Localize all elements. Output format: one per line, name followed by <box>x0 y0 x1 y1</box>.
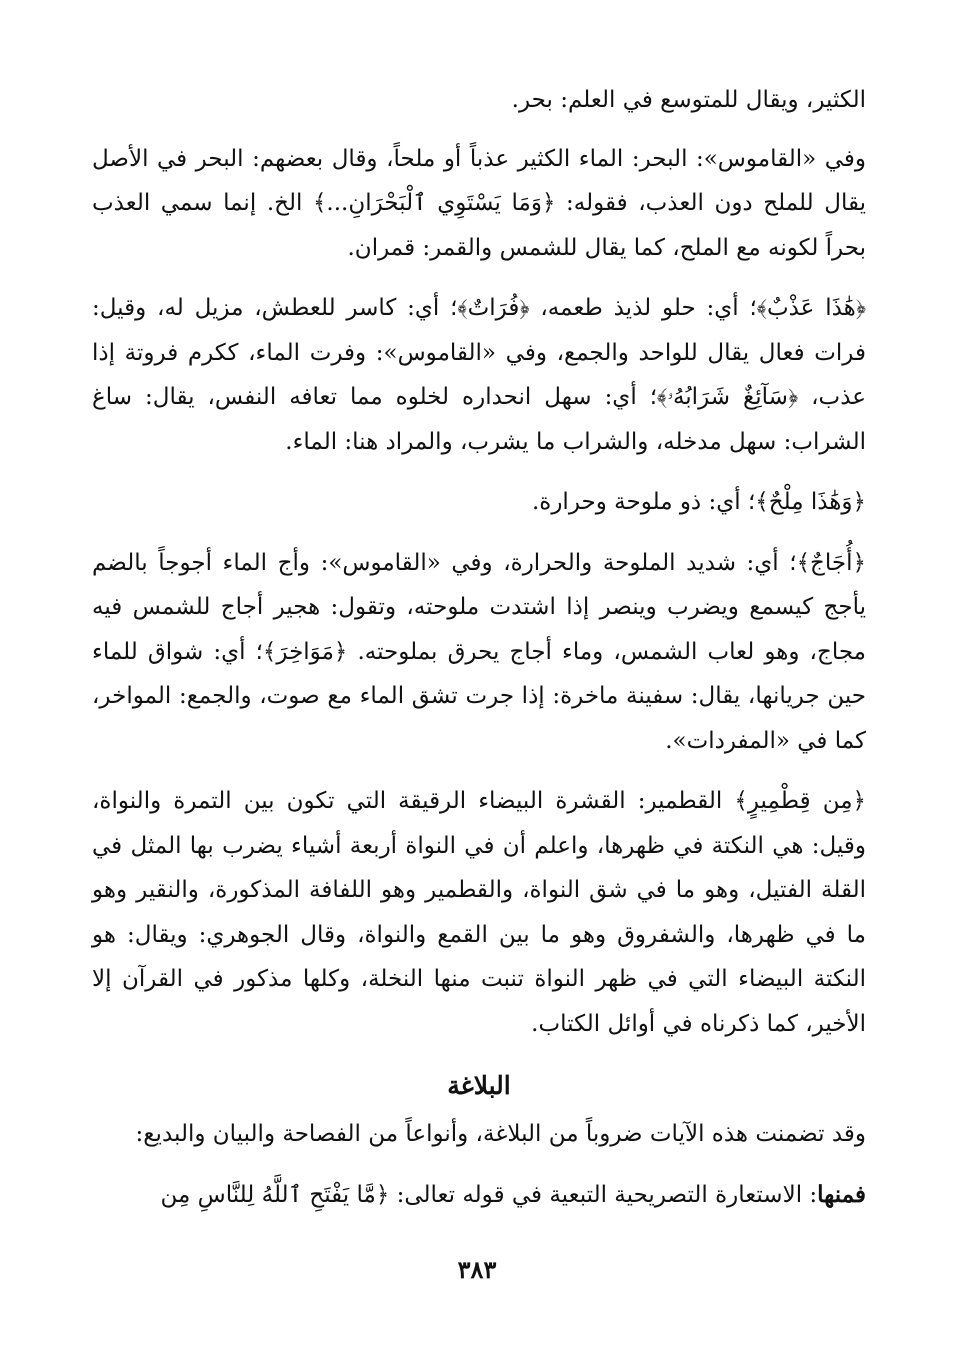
paragraph-qitmir: ﴿مِن قِطْمِيرٍ﴾ القطمير: القشرة البيضاء الرقيقة التي تكون بين التمرة والنواة، وقيل: هي النكتة في ظهرها، واعلم أن في النواة أربعة أشياء يضرب بها المثل في القلة الفتيل، وهو ما في شق النواة، والقطمير وهو اللفافة المذكورة، والنقير وهو ما في ظهرها، والشفروق وهو ما بين القمع والنواة، وقال الجوهري: ويقال: هو النكتة البيضاء التي في ظهر النواة تنبت منها النخلة، وكلها مذكور في القرآن إلا الأخير، كما ذكرناه في أوائل الكتاب. <box>92 788 866 1037</box>
paragraph-adhb-furat: ﴿هَٰذَا عَذْبٌ﴾؛ أي: حلو لذيذ طعمه، ﴿فُرَاتٌ﴾؛ أي: كاسر للعطش، مزيل له، وقيل: فرات فعال يقال للواحد والجمع، وفي «القاموس»: وفرت الماء، ككرم فروتة إذا عذب، ﴿سَآئِغٌ شَرَابُهُۥ﴾؛ أي: سهل انحداره لخلوه مما تعافه النفس، يقال: ساغ الشراب: سهل مدخله، والشراب ما يشرب، والمراد هنا: الماء. <box>92 295 866 455</box>
page-number: ٣٨٣ <box>457 1255 497 1284</box>
paragraph-qamus-bahr: وفي «القاموس»: البحر: الماء الكثير عذباً أو ملحاً، وقال بعضهم: البحر في الأصل يقال للملح دون العذب، فقوله: ﴿وَمَا يَسْتَوِي ٱلْبَحْرَانِ...﴾ الخ. إنما سمي العذب بحراً لكونه مع الملح، كما يقال للشمس والقمر: قمران. <box>92 145 866 261</box>
paragraph-last <box>92 1173 866 1218</box>
paragraph-continuation: الكثير، ويقال للمتوسع في العلم: بحر. <box>511 87 866 113</box>
paragraph-milh: ﴿وَهَٰذَا مِلْحٌ﴾؛ أي: ذو ملوحة وحرارة. <box>531 489 866 515</box>
paragraph-last-text: : الاستعارة التصريحية التبعية في قوله تعالى: ﴿مَّا يَفْتَحِ ٱللَّهُ لِلنَّاسِ مِن <box>160 1181 818 1208</box>
paragraph-lead-word: فمنها <box>817 1180 866 1208</box>
paragraph-ujaj: ﴿أُجَاجٌ﴾؛ أي: شديد الملوحة والحرارة، وفي «القاموس»: وأج الماء أجوجاً بالضم يأجج كيسمع ويضرب وينصر إذا اشتدت ملوحته، وتقول: هجير أجاج للشمس فيه مجاج، وهو لعاب الشمس، وماء أجاج يحرق بملوحته. ﴿مَوَاخِرَ﴾؛ أي: شواق للماء حين جريانها، يقال: سفينة ماخرة: إذا جرت تشق الماء مع صوت، والجمع: المواخر، كما في «المفردات». <box>92 549 866 754</box>
section-heading: البلاغة <box>447 1071 511 1100</box>
paragraph-intro: وقد تضمنت هذه الآيات ضروباً من البلاغة، وأنواعاً من الفصاحة والبيان والبديع: <box>135 1121 866 1147</box>
